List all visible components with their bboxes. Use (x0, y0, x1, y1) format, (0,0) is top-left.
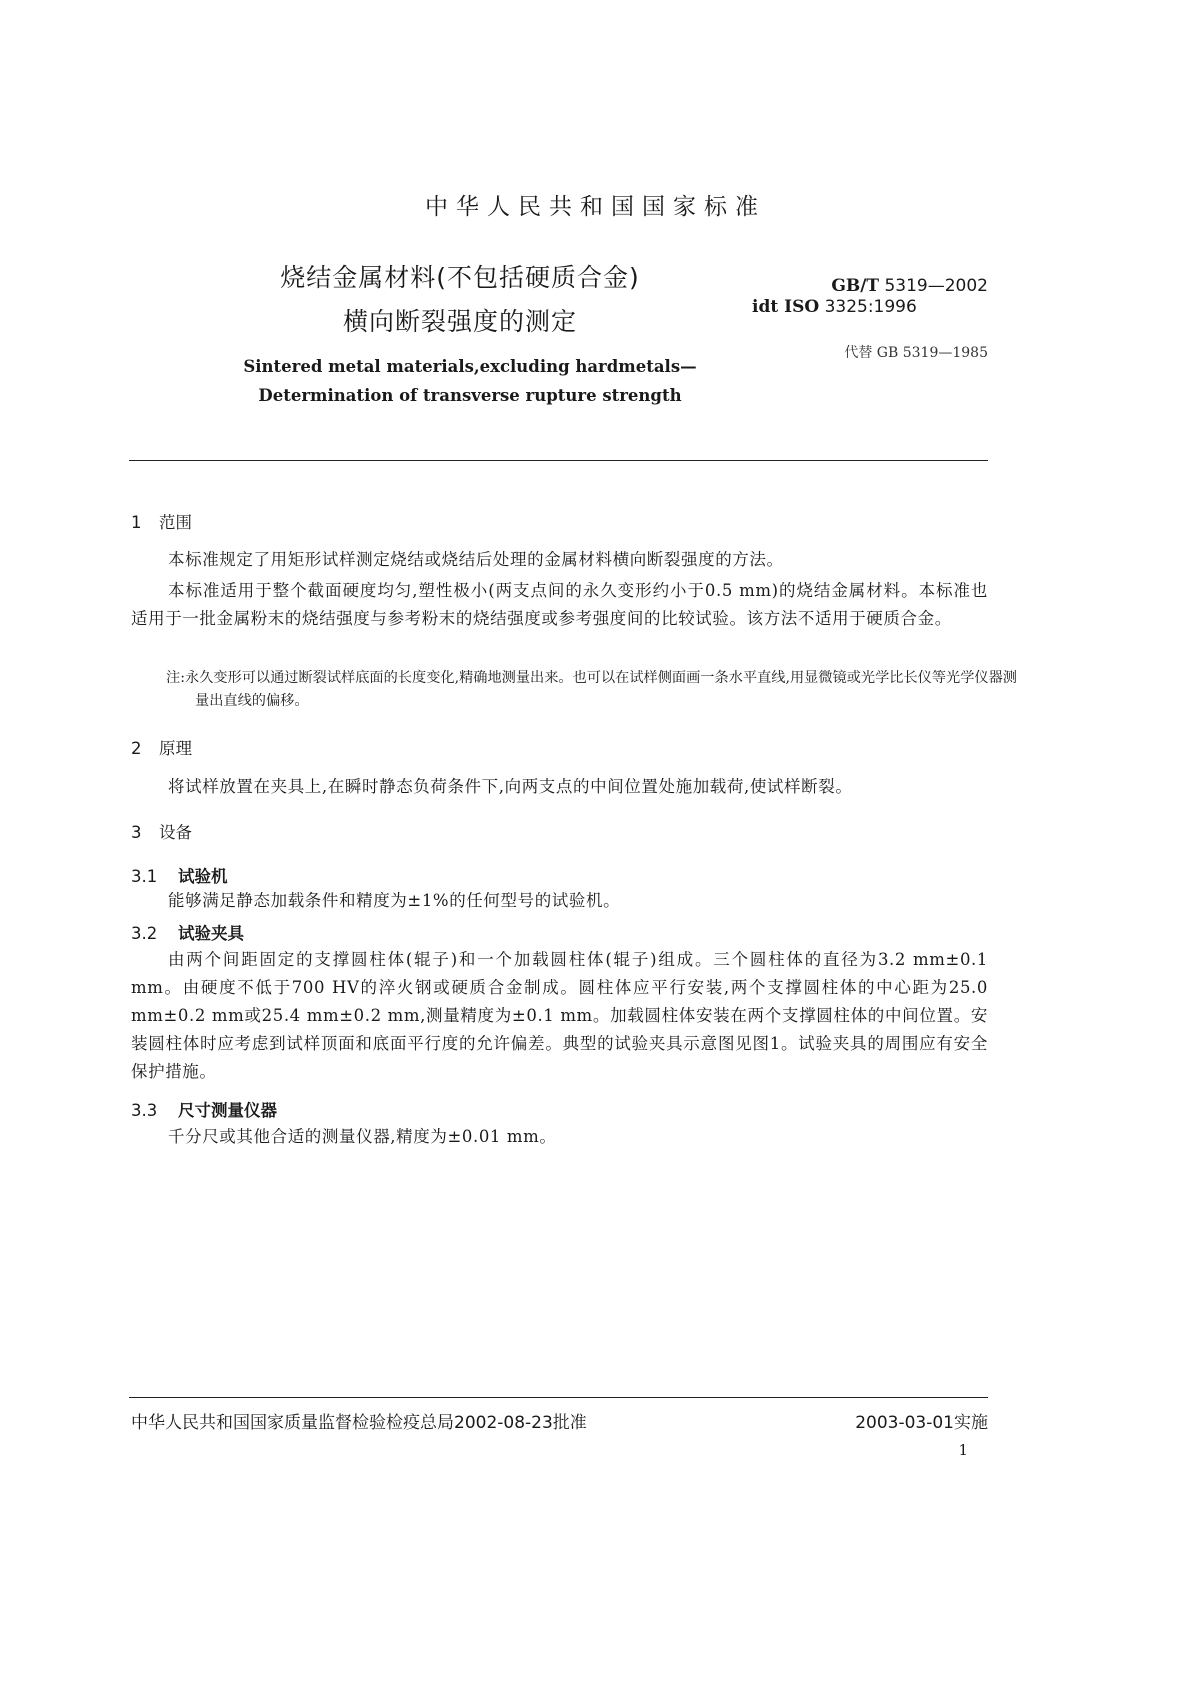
subsection-3-3-heading (131, 1097, 277, 1121)
standard-prefix: GB/T (831, 276, 880, 296)
section-1-note: 注:永久变形可以通过断裂试样底面的长度变化,精确地测量出来。也可以在试样侧面画一条水平直线,用显微镜或光学比长仪等光学仪器测量出直线的偏移。 (166, 670, 1017, 709)
title-english-line1: Sintered metal materials,excluding hardmetals— (243, 357, 697, 376)
title-chinese-line1: 烧结金属材料(不包括硬质合金) (280, 263, 640, 292)
subsection-3-1-heading (131, 863, 228, 887)
subsection-3-3-text: 千分尺或其他合适的测量仪器,精度为±0.01 mm。 (168, 1127, 557, 1146)
subsection-3-1-text: 能够满足静态加载条件和精度为±1%的任何型号的试验机。 (168, 891, 621, 910)
section-1-heading (131, 509, 192, 533)
section-number: 3 (131, 823, 142, 842)
national-standard-heading: 中华人民共和国国家标准 (425, 194, 766, 220)
subsection-3-2-heading (131, 920, 244, 944)
subsection-3-2-text: 由两个间距固定的支撑圆柱体(辊子)和一个加载圆柱体(辊子)组成。三个圆柱体的直径为3.2 mm±0.1 mm。由硬度不低于700 HV的淬火钢或硬质合金制成。圆柱体应平行安装,两个支撑圆柱体的中心距为25.0 mm±0.2 mm或25.4 mm±0.2 mm,测量精度为±0.1 mm。加载圆柱体安装在两个支撑圆柱体的中间位置。安装圆柱体时应考虑到试样顶面和底面平行度的允许偏差。典型的试验夹具示意图见图1。试验夹具的周围应有安全保护措施。 (131, 950, 988, 1081)
subsection-number: 3.3 (131, 1101, 158, 1120)
footer-divider (129, 1397, 988, 1398)
iso-code: 3325:1996 (824, 297, 917, 317)
subsection-title: 试验夹具 (178, 924, 244, 943)
section-2-heading (131, 735, 192, 759)
page-number: 1 (958, 1441, 968, 1459)
section-title: 范围 (159, 513, 192, 532)
section-number: 1 (131, 513, 142, 532)
section-1-paragraph-1: 本标准规定了用矩形试样测定烧结或烧结后处理的金属材料横向断裂强度的方法。 (168, 550, 784, 569)
section-number: 2 (131, 739, 142, 758)
subsection-number: 3.2 (131, 924, 158, 943)
title-chinese-line2: 横向断裂强度的测定 (342, 307, 577, 336)
section-1-paragraph-2: 本标准适用于整个截面硬度均匀,塑性极小(两支点间的永久变形约小于0.5 mm)的烧结金属材料。本标准也适用于一批金属粉末的烧结强度与参考粉末的烧结强度或参考强度间的比较试验。该方法不适用于硬质合金。 (131, 581, 988, 628)
idt-prefix: idt ISO (752, 297, 820, 317)
standard-number (720, 276, 988, 296)
approval-line: 中华人民共和国国家质量监督检验检疫总局2002-08-23批准 (131, 1413, 587, 1433)
subsection-number: 3.1 (131, 867, 158, 886)
section-3-heading (131, 819, 192, 843)
subsection-title: 尺寸测量仪器 (178, 1101, 277, 1120)
section-2-paragraph-1: 将试样放置在夹具上,在瞬时静态负荷条件下,向两支点的中间位置处施加载荷,使试样断裂。 (168, 777, 853, 796)
effective-date: 2003-03-01实施 (855, 1413, 988, 1433)
subsection-title: 试验机 (178, 867, 228, 886)
identical-iso (752, 297, 992, 317)
standard-code: 5319—2002 (884, 276, 988, 296)
header-divider (129, 460, 988, 461)
section-title: 设备 (159, 823, 192, 842)
section-title: 原理 (159, 739, 192, 758)
title-english-line2: Determination of transverse rupture strength (258, 386, 682, 405)
replaces-standard: 代替 GB 5319—1985 (844, 345, 988, 361)
